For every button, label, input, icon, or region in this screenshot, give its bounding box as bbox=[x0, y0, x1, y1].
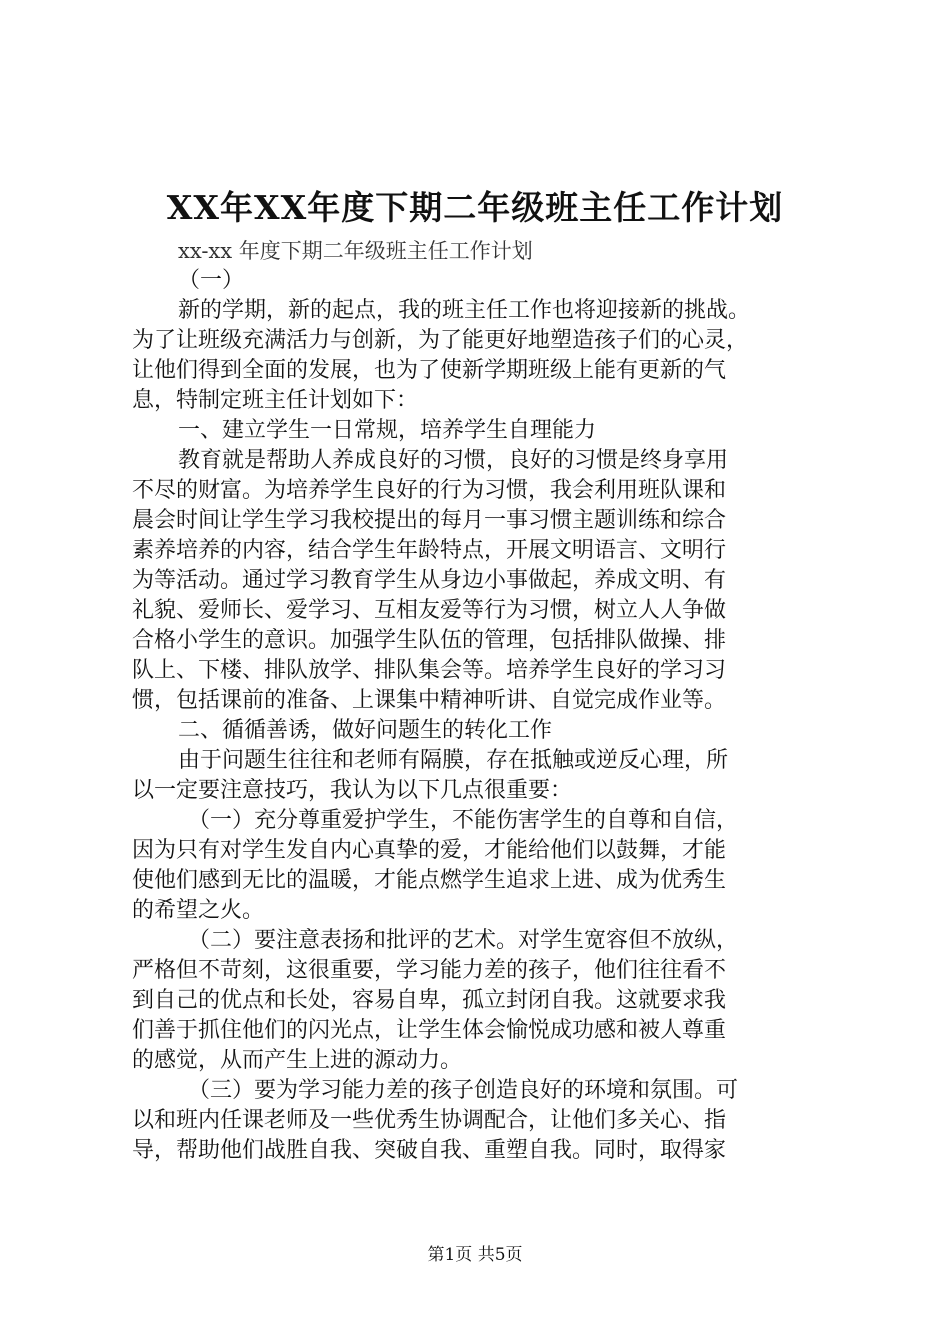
text-line: 队上、下楼、排队放学、排队集会等。培养学生良好的学习习 bbox=[132, 658, 727, 683]
text-line: 们善于抓住他们的闪光点，让学生体会愉悦成功感和被人尊重 bbox=[132, 1018, 727, 1043]
text-line: 教育就是帮助人养成良好的习惯，良好的习惯是终身享用 bbox=[178, 448, 729, 473]
text-line: 以和班内任课老师及一些优秀生协调配合，让他们多关心、指 bbox=[132, 1108, 727, 1133]
text-line: 的感觉，从而产生上进的源动力。 bbox=[132, 1048, 463, 1073]
text-line: 不尽的财富。为培养学生良好的行为习惯，我会利用班队课和 bbox=[132, 478, 727, 503]
text-line: 素养培养的内容，结合学生年龄特点，开展文明语言、文明行 bbox=[132, 538, 727, 563]
text-line: 严格但不苛刻，这很重要，学习能力差的孩子，他们往往看不 bbox=[132, 958, 727, 983]
text-line: 导，帮助他们战胜自我、突破自我、重塑自我。同时，取得家 bbox=[132, 1138, 727, 1163]
text-line: 的希望之火。 bbox=[132, 898, 265, 923]
text-line: 让他们得到全面的发展，也为了使新学期班级上能有更新的气 bbox=[132, 358, 727, 383]
text-line: （三）要为学习能力差的孩子创造良好的环境和氛围。可 bbox=[188, 1078, 739, 1103]
text-line: 一、建立学生一日常规，培养学生自理能力 bbox=[178, 418, 597, 443]
text-line: 合格小学生的意识。加强学生队伍的管理，包括排队做操、排 bbox=[132, 628, 727, 653]
text-line: 为了让班级充满活力与创新，为了能更好地塑造孩子们的心灵， bbox=[132, 328, 749, 353]
text-line: 使他们感到无比的温暖，才能点燃学生追求上进、成为优秀生 bbox=[132, 868, 727, 893]
text-line: 到自己的优点和长处，容易自卑，孤立封闭自我。这就要求我 bbox=[132, 988, 727, 1013]
text-line: 息，特制定班主任计划如下： bbox=[132, 388, 419, 413]
text-line: 为等活动。通过学习教育学生从身边小事做起，养成文明、有 bbox=[132, 568, 727, 593]
text-line: 由于问题生往往和老师有隔膜，存在抵触或逆反心理，所 bbox=[178, 748, 729, 773]
text-line: 惯，包括课前的准备、上课集中精神听讲、自觉完成作业等。 bbox=[132, 688, 727, 713]
text-line: （二）要注意表扬和批评的艺术。对学生宽容但不放纵， bbox=[188, 928, 739, 953]
text-line: 二、循循善诱，做好问题生的转化工作 bbox=[178, 718, 553, 743]
document-title: XX年XX年度下期二年级班主任工作计划 bbox=[166, 188, 784, 227]
text-line: （一） bbox=[178, 268, 245, 293]
text-line: 因为只有对学生发自内心真挚的爱，才能给他们以鼓舞，才能 bbox=[132, 838, 727, 863]
page-footer: 第1页 共5页 bbox=[427, 1245, 523, 1265]
text-line: 新的学期，新的起点，我的班主任工作也将迎接新的挑战。 bbox=[178, 298, 751, 323]
text-line: 礼貌、爱师长、爱学习、互相友爱等行为习惯，树立人人争做 bbox=[132, 598, 727, 623]
document-body bbox=[132, 236, 832, 1166]
text-line: xx-xx 年度下期二年级班主任工作计划 bbox=[178, 239, 533, 263]
text-line: （一）充分尊重爱护学生，不能伤害学生的自尊和自信， bbox=[188, 808, 739, 833]
text-line: 以一定要注意技巧，我认为以下几点很重要： bbox=[132, 778, 573, 803]
text-line: 晨会时间让学生学习我校提出的每月一事习惯主题训练和综合 bbox=[132, 508, 727, 533]
